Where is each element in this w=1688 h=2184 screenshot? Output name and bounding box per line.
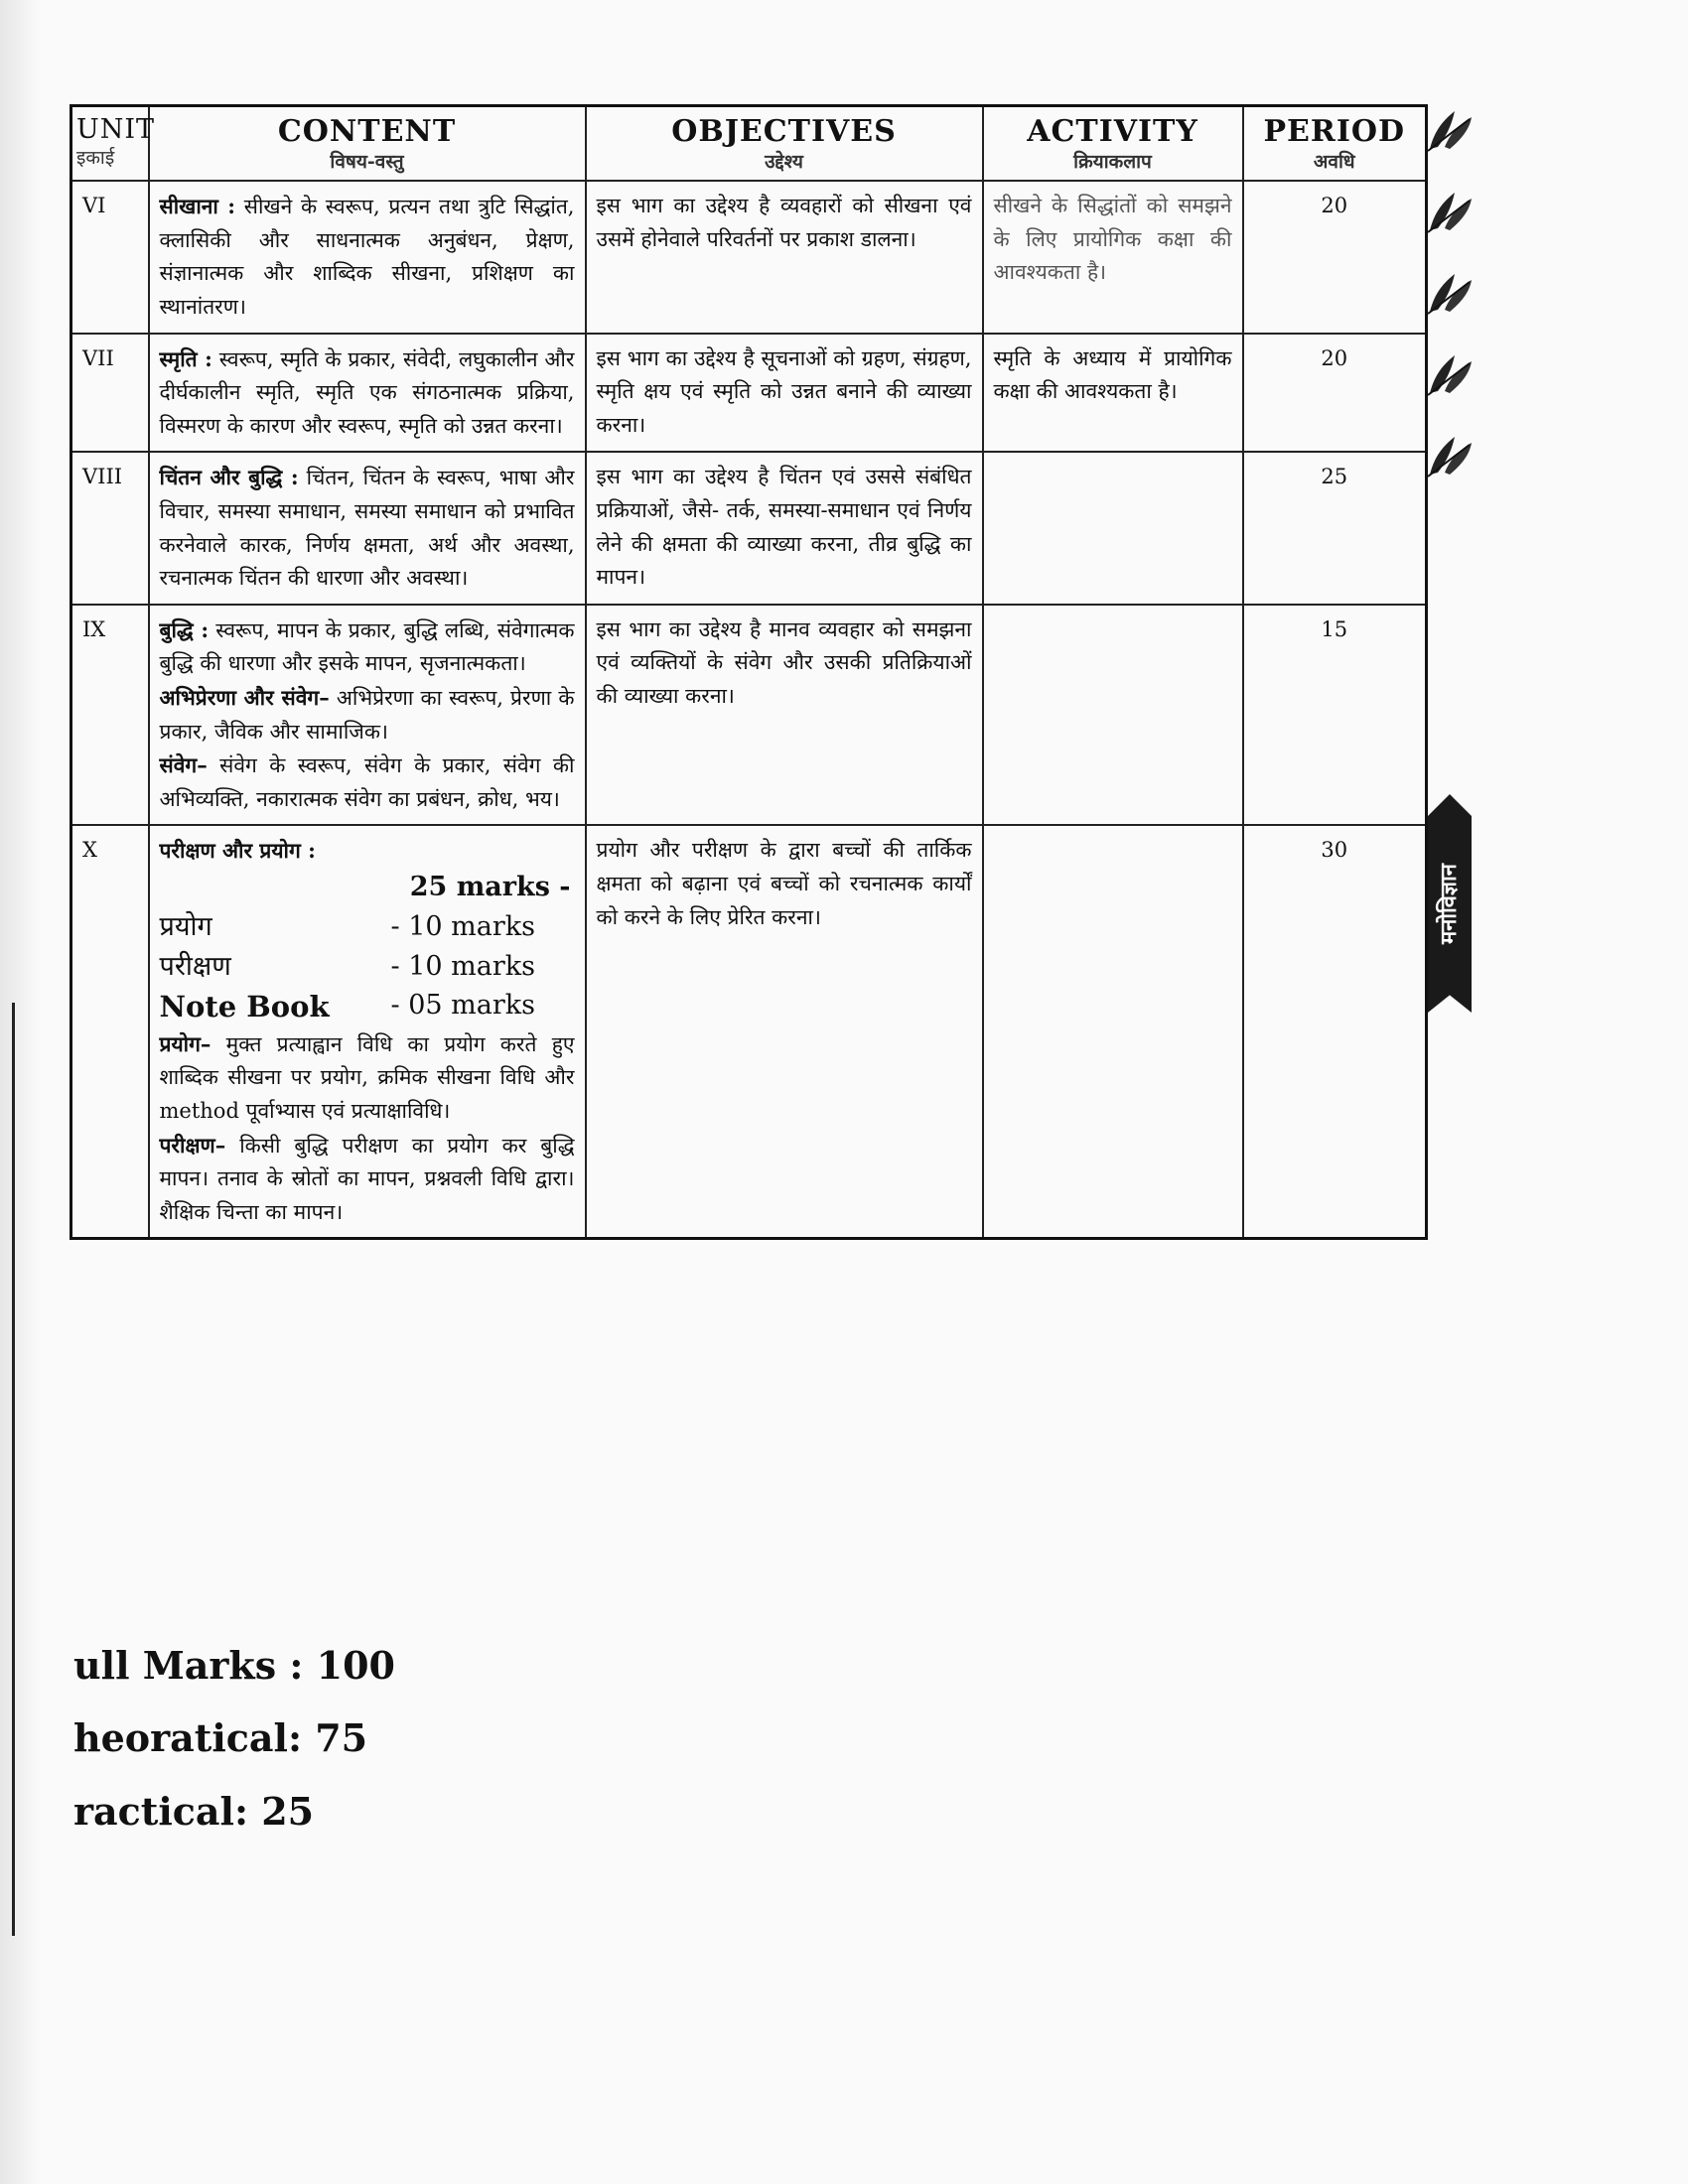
content-lead: अभिप्रेरणा और संवेग– (159, 684, 330, 710)
period-cell: 20 (1243, 334, 1427, 453)
header-unit-label-hindi: इकाई (76, 146, 115, 169)
content-cell (149, 452, 586, 604)
content-lead: परीक्षण– (159, 1132, 226, 1158)
objectives-cell: प्रयोग और परीक्षण के द्वारा बच्चों की तार्किक क्षमता को बढ़ाना एवं बच्चों को रचनात्मक कार्यों को करने के लिए प्रेरित करना। (586, 825, 983, 1238)
leaf-ornament-icon (1420, 181, 1479, 240)
activity-cell (983, 452, 1243, 604)
table-row-unit-ix (71, 605, 1427, 826)
period-cell: 30 (1243, 825, 1427, 1238)
content-text: स्वरूप, स्मृति के प्रकार, संवेदी, लघुकालीन और दीर्घकालीन स्मृति, स्मृति एक संगठनात्मक प्रक्रिया, विस्मरण के कारण और स्वरूप, स्मृति को उन्नत करना। (159, 346, 575, 438)
content-cell (149, 825, 586, 1238)
objectives-cell: इस भाग का उद्देश्य है व्यवहारों को सीखना एवं उसमें होनेवाले परिवर्तनों पर प्रकाश डालना। (586, 181, 983, 333)
unit-cell: X (71, 825, 149, 1238)
practical-marks-line: ractical: 25 (73, 1789, 315, 1834)
marks-label: प्रयोग (159, 911, 212, 943)
header-unit (71, 106, 156, 182)
table-row-unit-vi (71, 181, 1427, 333)
marks-value: - 10 marks (390, 950, 535, 982)
content-text: किसी बुद्धि परीक्षण का प्रयोग कर बुद्धि मापन। तनाव के स्रोतों का मापन, प्रश्नवली विधि द्वारा। शैक्षिक चिन्ता का मापन। (159, 1133, 575, 1224)
page-shadow (0, 0, 40, 2184)
content-cell (149, 605, 586, 826)
content-lead: प्रयोग– (159, 1030, 211, 1056)
content-lead: सीखाना : (159, 194, 235, 219)
marks-value: - 10 marks (390, 911, 535, 943)
unit-cell: VII (71, 334, 149, 453)
content-lead: परीक्षण और प्रयोग : (159, 838, 316, 864)
header-objectives-label: OBJECTIVES (671, 114, 897, 149)
theoretical-marks-line: heoratical: 75 (73, 1715, 368, 1760)
objectives-cell: इस भाग का उद्देश्य है सूचनाओं को ग्रहण, संग्रहण, स्मृति क्षय एवं स्मृति को उन्नत बनाने की व्याख्या करना। (586, 334, 983, 453)
unit-cell: VI (71, 181, 149, 333)
leaf-ornament-icon (1420, 425, 1479, 484)
page-edge-line (12, 1003, 15, 1936)
content-text: संवेग के स्वरूप, संवेग के प्रकार, संवेग की अभिव्यक्ति, नकारात्मक संवेग का प्रबंधन, क्रोध, भय। (159, 753, 575, 811)
section-side-tab-label: मनोविज्ञान (1437, 863, 1462, 944)
header-activity-label-hindi: क्रियाकलाप (1073, 150, 1152, 173)
objectives-cell: इस भाग का उद्देश्य है मानव व्यवहार को समझना एवं व्यक्तियों के संवेग और उसकी प्रतिक्रियाओं की व्याख्या करना। (586, 605, 983, 826)
header-period-label-hindi: अवधि (1313, 150, 1355, 173)
content-paragraph-emotion (160, 749, 575, 816)
header-unit-label: UNIT (76, 114, 156, 145)
content-lead: बुद्धि : (159, 616, 210, 642)
syllabus-table (70, 104, 1428, 1240)
marks-value: - 05 marks (390, 989, 535, 1021)
header-content-label-hindi: विषय-वस्तु (330, 150, 404, 173)
header-objectives-label-hindi: उद्देश्य (765, 150, 803, 173)
unit-cell: VIII (71, 452, 149, 604)
content-text: स्वरूप, मापन के प्रकार, बुद्धि लब्धि, संवेगात्मक बुद्धि की धारणा और इसके मापन, सृजनात्मकता। (159, 617, 575, 676)
content-text: मुक्त प्रत्याह्वान विधि का प्रयोग करते हुए शाब्दिक सीखना पर प्रयोग, क्रमिक सीखना विधि और method पूर्वाभ्यास एवं प्रत्याक्षाविधि। (159, 1031, 575, 1123)
content-lead: चिंतन और बुद्धि : (159, 465, 299, 490)
decorative-ornaments (1420, 99, 1489, 506)
activity-cell: स्मृति के अध्याय में प्रायोगिक कक्षा की आवश्यकता है। (983, 334, 1243, 453)
table-row-unit-viii (71, 452, 1427, 604)
leaf-ornament-icon (1420, 343, 1479, 403)
header-activity (983, 106, 1243, 182)
unit-cell: IX (71, 605, 149, 826)
full-marks-line: ull Marks : 100 (73, 1643, 395, 1688)
header-period (1243, 106, 1427, 182)
period-cell: 20 (1243, 181, 1427, 333)
content-text: अभिप्रेरणा का स्वरूप, प्रेरणा के प्रकार, जैविक और सामाजिक। (159, 685, 575, 744)
activity-cell (983, 825, 1243, 1238)
content-paragraph-motivation (160, 681, 575, 749)
table-header-row (71, 106, 1427, 182)
leaf-ornament-icon (1420, 99, 1479, 159)
header-content-label: CONTENT (277, 114, 457, 149)
marks-line-notebook (160, 986, 575, 1027)
marks-total: 25 marks - (409, 871, 571, 902)
table-row-unit-x (71, 825, 1427, 1238)
marks-label: Note Book (159, 989, 330, 1024)
header-content (149, 106, 586, 182)
activity-cell: सीखने के सिद्धांतों को समझने के लिए प्रायोगिक कक्षा की आवश्यकता है। (983, 181, 1243, 333)
objectives-cell: इस भाग का उद्देश्य है चिंतन एवं उससे संबंधित प्रक्रियाओं, जैसे- तर्क, समस्या-समाधान एवं निर्णय लेने की क्षमता की व्याख्या करना, तीव्र बुद्धि का मापन। (586, 452, 983, 604)
content-cell (149, 334, 586, 453)
leaf-ornament-icon (1420, 262, 1479, 322)
content-lead: संवेग– (159, 752, 208, 778)
header-activity-label: ACTIVITY (1027, 114, 1198, 149)
table-row-unit-vii (71, 334, 1427, 453)
content-text: सीखने के स्वरूप, प्रत्यन तथा त्रुटि सिद्धांत, क्लासिकी और साधनात्मक अनुबंधन, प्रेक्षण, संज्ञानात्मक और शाब्दिक सीखना, प्रशिक्षण का स्थानांतरण। (159, 195, 575, 320)
content-text: चिंतन, चिंतन के स्वरूप, भाषा और विचार, समस्या समाधान, समस्या समाधान को प्रभावित करनेवाले कारक, निर्णय क्षमता, अर्थ और अवस्था, रचनात्मक चिंतन की धारणा और अवस्था। (159, 466, 575, 591)
period-cell: 15 (1243, 605, 1427, 826)
header-period-label: PERIOD (1263, 114, 1406, 149)
content-lead: स्मृति : (159, 345, 212, 371)
content-paragraph-test (160, 1129, 575, 1230)
marks-line-experiment (160, 907, 575, 946)
activity-cell (983, 605, 1243, 826)
marks-line-test (160, 947, 575, 986)
content-paragraph-experiment (160, 1027, 575, 1129)
content-cell (149, 181, 586, 333)
period-cell: 25 (1243, 452, 1427, 604)
header-objectives (586, 106, 983, 182)
marks-label: परीक्षण (159, 950, 231, 982)
